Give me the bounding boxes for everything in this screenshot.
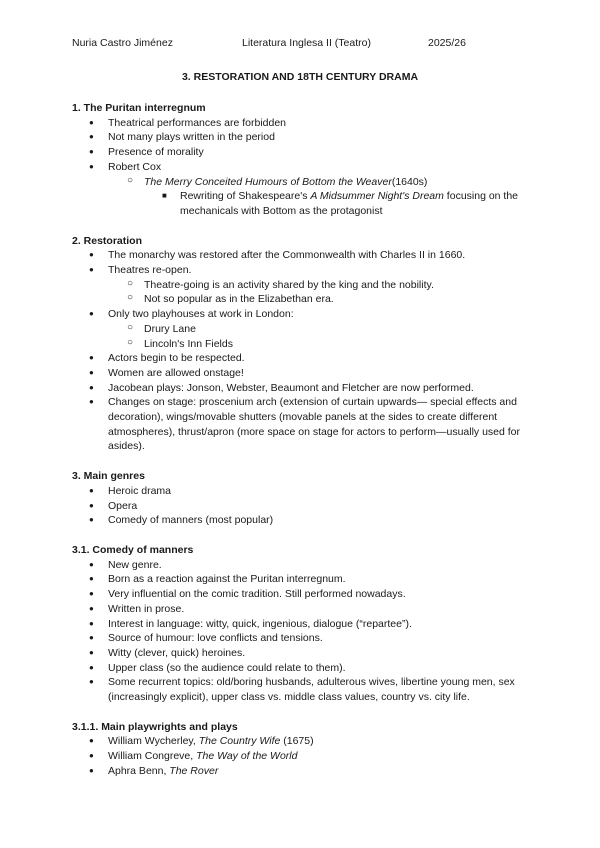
bullet-list <box>72 116 532 219</box>
section-heading: 3.1.1. Main playwrights and plays <box>72 720 238 733</box>
sub-list-item: ○ Not so popular as in the Elizabethan era. <box>108 292 532 307</box>
work-year: (1640s) <box>391 175 428 188</box>
rewriting-text-end: focusing on the mechanicals with Bottom as the protagonist <box>180 190 519 217</box>
work-title: The Merry Conceited Humours of Bottom the Weaver <box>144 175 392 188</box>
section-puritan-interregnum <box>72 101 532 219</box>
list-item: ● Interest in language: witty, quick, ingenious, dialogue (“repartee”). <box>72 617 532 632</box>
list-item: ● The monarchy was restored after the Commonwealth with Charles II in 1660. <box>72 248 532 263</box>
bullet-list <box>72 248 532 454</box>
list-item <box>72 749 532 764</box>
list-item: ● Actors begin to be respected. <box>72 351 532 366</box>
sub-list <box>108 175 532 219</box>
page-header <box>72 37 528 51</box>
sub-list-item <box>108 175 532 219</box>
list-item: ● Theatrical performances are forbidden <box>72 116 532 131</box>
section-main-genres <box>72 469 532 528</box>
section-heading: 3.1. Comedy of manners <box>72 543 194 556</box>
document-title: 3. RESTORATION AND 18TH CENTURY DRAMA <box>181 71 419 83</box>
sub-list-item: ○ Drury Lane <box>108 322 532 337</box>
sub-list <box>108 322 532 351</box>
rewriting-text: Rewriting of Shakespeare's <box>180 190 311 203</box>
sub-list-item: ○ Lincoln's Inn Fields <box>108 337 532 352</box>
section-restoration <box>72 234 532 455</box>
play-title: The Country Wife <box>198 735 281 748</box>
list-item <box>72 160 532 219</box>
bullet-list <box>72 484 532 528</box>
header-course: Literatura Inglesa II (Teatro) <box>242 37 371 49</box>
document-body <box>72 101 532 794</box>
list-item <box>72 734 532 749</box>
playwright-name: Aphra Benn, <box>108 764 170 777</box>
list-item <box>72 307 532 351</box>
list-item: ● Some recurrent topics: old/boring husbands, adulterous wives, libertine young men, sex (increasingly explicit), upper class vs. middle class values, country vs. city life. <box>72 675 532 704</box>
list-item-text: Theatres re-open. <box>108 264 192 277</box>
section-heading: 2. Restoration <box>72 234 143 247</box>
bullet-list <box>72 734 532 778</box>
playwright-name: William Wycherley, <box>108 735 199 748</box>
list-item: ● Upper class (so the audience could relate to them). <box>72 661 532 676</box>
list-item: ● Women are allowed onstage! <box>72 366 532 381</box>
list-item <box>72 263 532 307</box>
list-item: ● Witty (clever, quick) heroines. <box>72 646 532 661</box>
list-item <box>72 764 532 779</box>
list-item: ● Opera <box>72 499 532 514</box>
play-title: The Way of the World <box>196 750 298 763</box>
list-item: ● Heroic drama <box>72 484 532 499</box>
sub-sub-list-item <box>144 189 532 218</box>
list-item: ● Jacobean plays: Jonson, Webster, Beaumont and Fletcher are now performed. <box>72 381 532 396</box>
sub-list <box>108 278 532 307</box>
section-heading: 1. The Puritan interregnum <box>72 102 206 114</box>
list-item: ● Very influential on the comic tradition. Still performed nowadays. <box>72 587 532 602</box>
bullet-list <box>72 558 532 705</box>
section-playwrights <box>72 720 532 779</box>
play-title: The Rover <box>169 764 219 777</box>
list-item: ● Changes on stage: proscenium arch (extension of curtain upwards— special effects and decoration), wings/movable shutters (movable panels at the sides to create different atmospheres), thrust/apron (more space on stage for actors to perform—usually used for asides). <box>72 395 532 454</box>
section-comedy-of-manners <box>72 543 532 705</box>
list-item: ● New genre. <box>72 558 532 573</box>
header-year: 2025/26 <box>428 37 466 49</box>
list-item: ● Written in prose. <box>72 602 532 617</box>
play-title: A Midsummer Night's Dream <box>310 190 444 203</box>
play-year: (1675) <box>280 735 314 748</box>
list-item-text: Only two playhouses at work in London: <box>108 308 294 321</box>
playwright-name: William Congreve, <box>108 750 197 763</box>
list-item-text: Robert Cox <box>108 160 162 173</box>
sub-list-item: ○ Theatre-going is an activity shared by the king and the nobility. <box>108 278 532 293</box>
section-heading: 3. Main genres <box>72 470 145 483</box>
header-author: Nuria Castro Jiménez <box>72 37 173 49</box>
list-item: ● Born as a reaction against the Puritan interregnum. <box>72 572 532 587</box>
list-item: ● Presence of morality <box>72 145 532 160</box>
sub-sub-list <box>144 189 532 218</box>
list-item: ● Source of humour: love conflicts and tensions. <box>72 631 532 646</box>
list-item: ● Not many plays written in the period <box>72 130 532 145</box>
list-item: ● Comedy of manners (most popular) <box>72 513 532 528</box>
